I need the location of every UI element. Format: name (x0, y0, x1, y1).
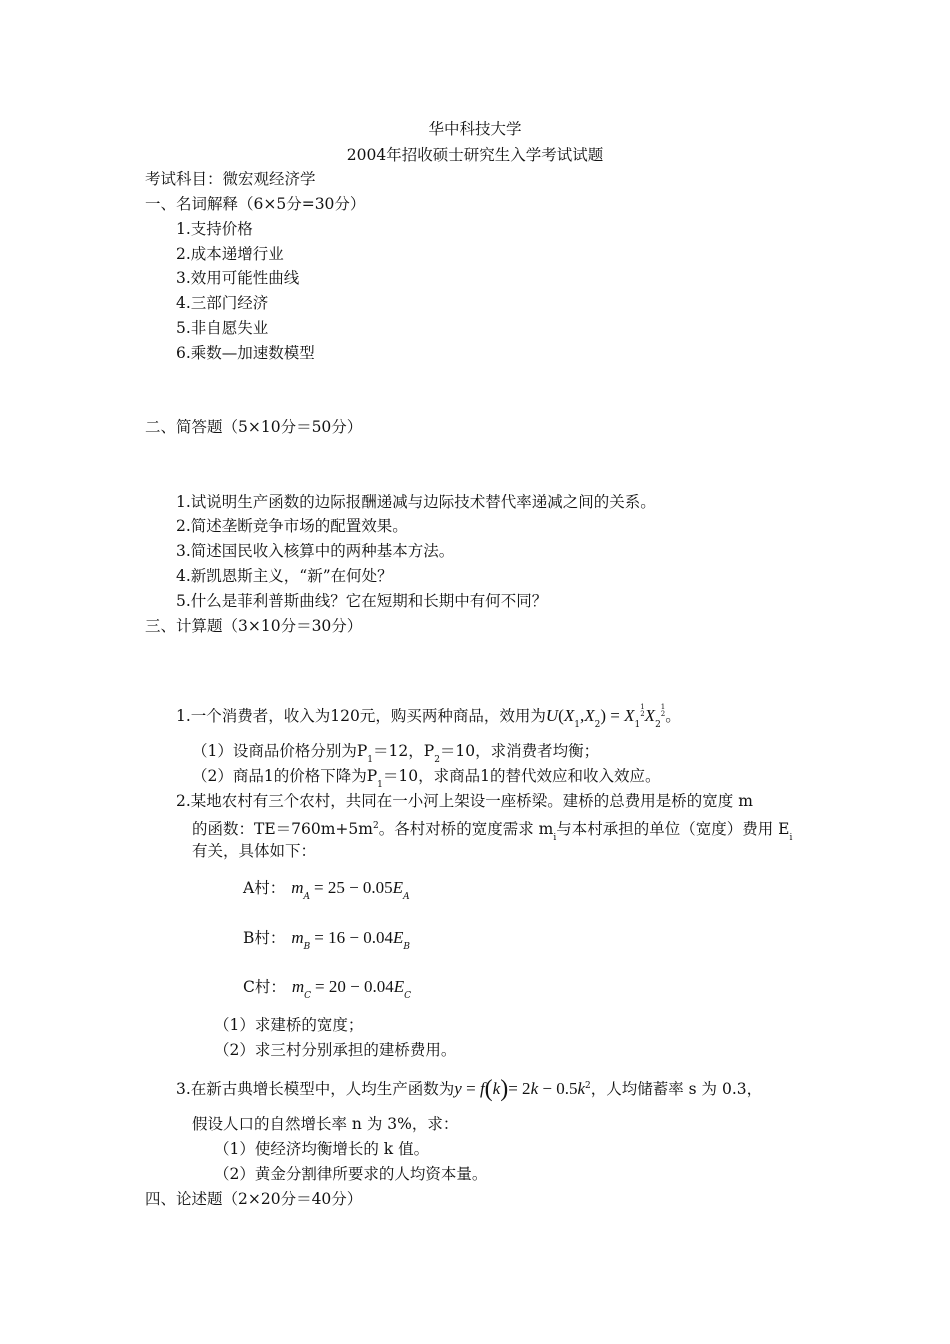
section1-item: 5.非自愿失业 (176, 319, 269, 337)
section1-item: 1.支持价格 (176, 220, 253, 238)
calc-q2-sub2: （2）求三村分别承担的建桥费用。 (214, 1041, 457, 1059)
calc-q3-sub2: （2）黄金分割律所要求的人均资本量。 (214, 1165, 488, 1183)
calc-q2-line1: 2.某地农村有三个农村，共同在一小河上架设一座桥梁。建桥的总费用是桥的宽度 m (176, 792, 753, 810)
calc-q1-sub1: （1）设商品价格分别为$P_1=12$，$P_2=10$，求消费者均衡； (192, 742, 600, 765)
exam-title: 2004年招收硕士研究生入学考试试题 (346, 146, 604, 164)
calc-q1-intro: 1.一个消费者，收入为120元，购买两种商品，效用为 (176, 707, 546, 725)
section1-item: 4.三部门经济 (176, 294, 269, 312)
calc-q3-line1: 3.在新古典增长模型中，人均生产函数为$y = f(k)= 2k - 0.5k^2$，人均储蓄率 s 为 0.3， (176, 1076, 763, 1102)
utility-formula: U (545, 706, 559, 725)
section2-item: 5.什么是菲利普斯曲线？它在短期和长期中有何不同？ (176, 592, 548, 610)
section3-title: 三、计算题（3×10分＝30分） (145, 617, 363, 635)
university-title: 华中科技大学 (428, 120, 522, 138)
section1-item: 6.乘数—加速数模型 (176, 344, 315, 362)
calc-q2-line2: 的函数：$TE=760m+5m^2$。各村对桥的宽度需求 $m_i$与本村承担的单位（宽度）费用 $E_i$ (192, 820, 793, 843)
section1-item: 2.成本递增行业 (176, 245, 284, 263)
calc-q3-line2: 假设人口的自然增长率 n 为 3%，求： (192, 1115, 459, 1133)
village-c-demand: C村： $m_C = 20 - 0.04E_C$ (243, 977, 412, 1001)
village-a-demand: A村： $m_A = 25 - 0.05E_A$ (243, 878, 410, 902)
section2-item: 1.试说明生产函数的边际报酬递减与边际技术替代率递减之间的关系。 (176, 493, 656, 511)
exam-subject: 考试科目：微宏观经济学 (145, 170, 316, 188)
section2-item: 4.新凯恩斯主义，“新”在何处？ (176, 567, 393, 585)
calc-q3-sub1: （1）使经济均衡增长的 k 值。 (214, 1140, 430, 1158)
section1-title: 一、名词解释（6×5分=30分） (145, 195, 366, 213)
calc-q2-line3: 有关，具体如下： (192, 842, 317, 860)
village-b-demand: B村： $m_B = 16 - 0.04E_B$ (243, 928, 410, 952)
section2-title: 二、简答题（5×10分＝50分） (145, 418, 363, 436)
section1-item: 3.效用可能性曲线 (176, 269, 300, 287)
calc-q1-line: 1.一个消费者，收入为120元，购买两种商品，效用为$U(X_1,X_2) = X_1$ 1 2 $X_2$ 1 2 。 (176, 703, 681, 730)
calc-q2-sub1: （1）求建桥的宽度； (214, 1016, 364, 1034)
calc-q1-sub2: （2）商品1的价格下降为$P_1=10$，求商品1的替代效应和收入效应。 (192, 767, 661, 790)
production-function: y (454, 1079, 462, 1098)
section2-item: 3.简述国民收入核算中的两种基本方法。 (176, 542, 455, 560)
section2-item: 2.简述垄断竞争市场的配置效果。 (176, 517, 408, 535)
section4-title: 四、论述题（2×20分＝40分） (145, 1190, 363, 1208)
